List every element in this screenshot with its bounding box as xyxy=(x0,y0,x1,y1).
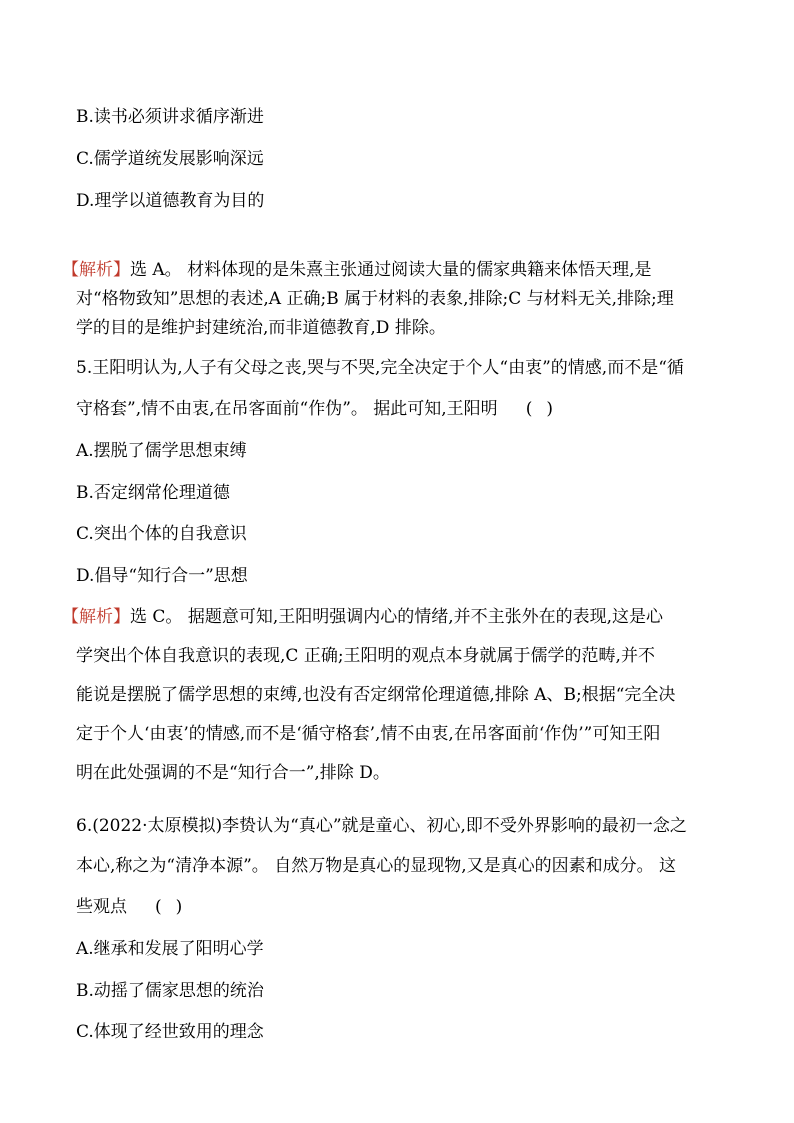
q6-answer-blank: () xyxy=(155,897,197,917)
q6-stem-text-3: 些观点 xyxy=(76,897,127,917)
q5-analysis-tag: 【解析】 xyxy=(62,607,130,627)
q5-option-c: C.突出个体的自我意识 xyxy=(76,524,247,544)
q6-option-a: A.继承和发展了阳明心学 xyxy=(76,939,264,959)
q6-stem-line-1: 6.(2022·太原模拟)李贽认为“真心”就是童心、初心,即不受外界影响的最初一念之 xyxy=(76,816,687,836)
q5-analysis-line-3: 能说是摆脱了儒学思想的束缚,也没有否定纲常伦理道德,排除 A、B;根据“完全决 xyxy=(76,685,676,705)
q6-option-b: B.动摇了儒家思想的统治 xyxy=(76,981,264,1001)
q4-analysis-line-1 xyxy=(62,258,652,282)
q5-option-b: B.否定纲常伦理道德 xyxy=(76,483,230,503)
q5-analysis-text-1: 选 C。 据题意可知,王阳明强调内心的情绪,并不主张外在的表现,这是心 xyxy=(130,607,664,627)
q5-analysis-line-1 xyxy=(62,605,663,629)
q6-stem-line-3 xyxy=(76,895,196,919)
q5-stem-line-2 xyxy=(76,397,567,421)
q5-analysis-line-5: 明在此处强调的不是“知行合一”,排除 D。 xyxy=(76,763,390,783)
q4-option-b: B.读书必须讲求循序渐进 xyxy=(76,107,264,127)
q5-answer-blank: () xyxy=(525,399,567,419)
q6-stem-line-2: 本心,称之为“清净本源”。 自然万物是真心的显现物,又是真心的因素和成分。 这 xyxy=(76,856,676,876)
q5-option-a: A.摆脱了儒学思想束缚 xyxy=(76,441,247,461)
q4-option-c: C.儒学道统发展影响深远 xyxy=(76,149,264,169)
q4-option-d: D.理学以道德教育为目的 xyxy=(76,191,265,211)
q4-analysis-line-3: 学的目的是维护封建统治,而非道德教育,D 排除。 xyxy=(76,318,446,338)
q5-analysis-line-4: 定于个人‘由衷’的情感,而不是‘循守格套’,情不由衷,在吊客面前‘作伪’”可知王阳 xyxy=(76,724,661,744)
q4-analysis-line-2: 对“格物致知”思想的表述,A 正确;B 属于材料的表象,排除;C 与材料无关,排除;理 xyxy=(76,289,674,309)
q6-option-c: C.体现了经世致用的理念 xyxy=(76,1022,264,1042)
q5-stem-line-1: 5.王阳明认为,人子有父母之丧,哭与不哭,完全决定于个人“由衷”的情感,而不是“循 xyxy=(76,358,684,378)
q5-option-d: D.倡导“知行合一”思想 xyxy=(76,566,248,586)
q4-analysis-text-1: 选 A。 材料体现的是朱熹主张通过阅读大量的儒家典籍来体悟天理,是 xyxy=(130,260,652,280)
q5-stem-text-2: 守格套”,情不由衷,在吊客面前“作伪”。 据此可知,王阳明 xyxy=(76,399,498,419)
q4-analysis-tag: 【解析】 xyxy=(62,260,130,280)
q5-analysis-line-2: 学突出个体自我意识的表现,C 正确;王阳明的观点本身就属于儒学的范畴,并不 xyxy=(76,646,655,666)
